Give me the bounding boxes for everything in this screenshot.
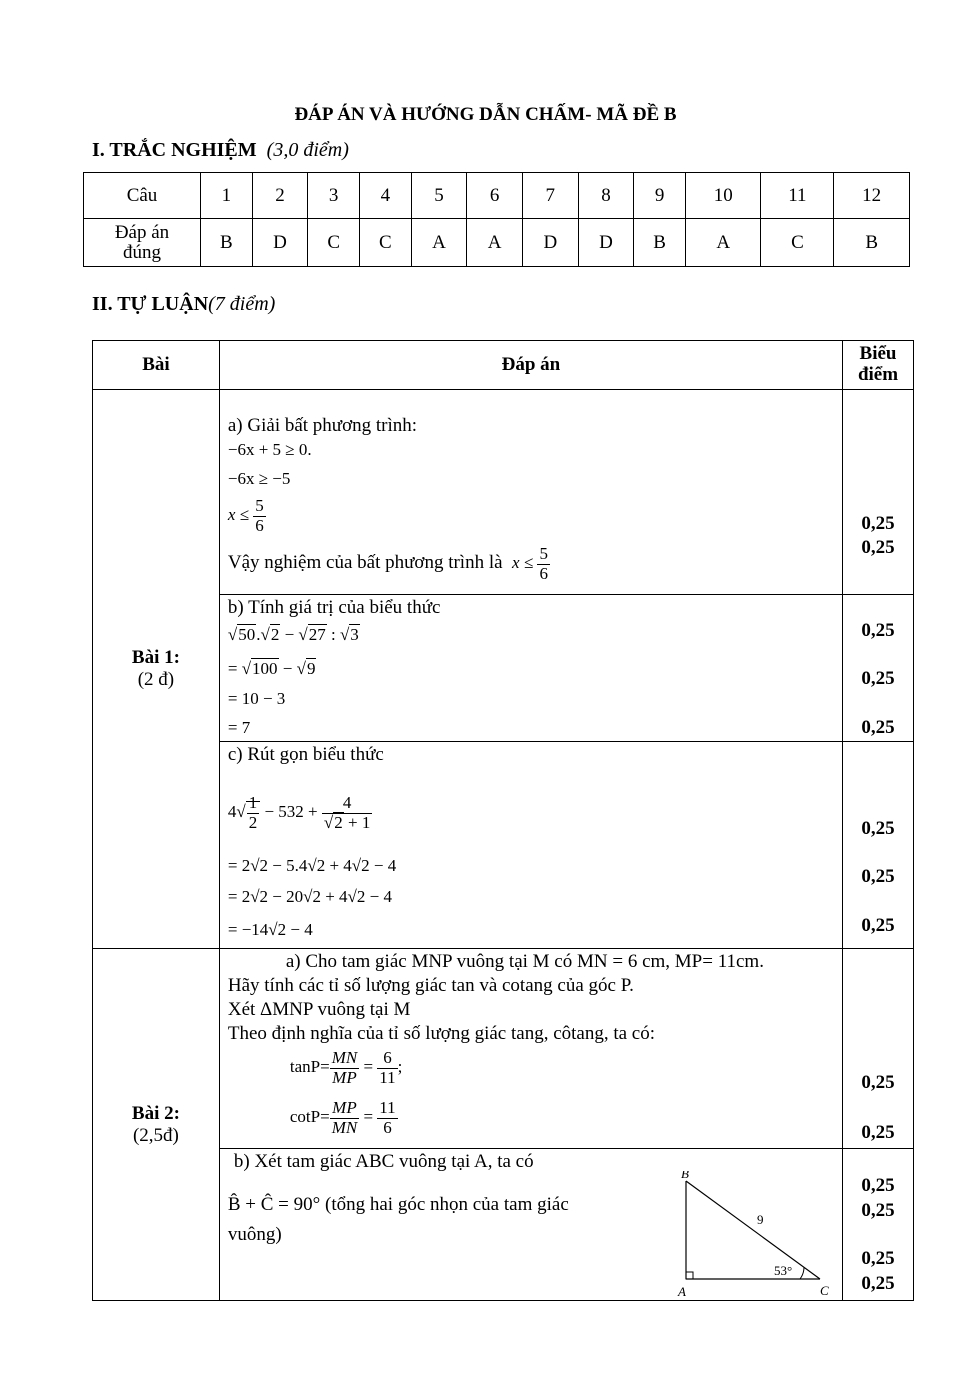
mcq-question-10: 10: [685, 173, 761, 219]
bai-2-label: Bài 2: (2,5đ): [93, 949, 220, 1301]
mcq-question-1: 1: [201, 173, 253, 219]
mcq-answer-4: C: [360, 219, 412, 267]
mcq-answer-2: D: [252, 219, 308, 267]
fig-label-c: C: [819, 1283, 829, 1298]
bai-1b-answer: b) Tính giá trị của biểu thức √50.√2 − √27 : √3 = √100 − √9 = 10 − 3 = 7: [219, 595, 842, 742]
mcq-question-7: 7: [522, 173, 578, 219]
col-dapan: Đáp án: [219, 341, 842, 390]
bai-2b-points: 0,25 0,25 0,25 0,25: [843, 1149, 914, 1301]
bai-1a-points: 0,25 0,25: [843, 390, 914, 595]
mcq-answer-label: Đáp án đúng: [84, 219, 201, 267]
mcq-question-8: 8: [578, 173, 634, 219]
mcq-answer-11: C: [761, 219, 834, 267]
mcq-row-label: Câu: [84, 173, 201, 219]
essay-answer-table: [92, 340, 914, 1301]
mcq-question-5: 5: [411, 173, 467, 219]
bai-1c-answer: c) Rút gọn biểu thức 4√ $\frac{1}{2}$ − 532 + $\frac{4}{√2 + 1}$ = 2√2 − 5.4√2 + 4√2 − 4 = 2√2 − 20√2 + 4√2 − 4 = −14√2 − 4: [219, 742, 842, 949]
mcq-answer-6: A: [467, 219, 523, 267]
bai-1a-answer: a) Giải bất phương trình: −6x + 5 ≥ 0. −6x ≥ −5 x ≤ $\frac{5}{6}$ Vậy nghiệm của bất phương trình là x ≤ $\frac{5}{6}$: [219, 390, 842, 595]
bai-2b-answer: b) Xét tam giác ABC vuông tại A, ta có B̂ + Ĉ = 90° (tổng hai góc nhọn của tam giác vuông) B A C 9 53°: [219, 1149, 842, 1301]
mcq-answer-9: B: [634, 219, 686, 267]
section-2-points: (7 điểm): [208, 293, 276, 315]
mcq-answer-12: B: [834, 219, 910, 267]
section-1-label: I. TRẮC NGHIỆM: [92, 139, 257, 161]
fig-label-b: B: [680, 1171, 689, 1181]
bai-1c-points: 0,25 0,25 0,25: [843, 742, 914, 949]
mcq-question-12: 12: [834, 173, 910, 219]
mcq-answer-8: D: [578, 219, 634, 267]
bai-1-label: Bài 1: (2 đ): [93, 390, 220, 949]
fig-side-bc: 9: [756, 1212, 764, 1227]
section-1-points: (3,0 điểm): [266, 139, 349, 161]
fig-angle-c: 53°: [773, 1263, 793, 1278]
col-bieudiem: Biểu điểm: [843, 341, 914, 390]
page-title: ĐÁP ÁN VÀ HƯỚNG DẪN CHẤM- MÃ ĐỀ B: [294, 104, 677, 125]
mcq-question-11: 11: [761, 173, 834, 219]
mcq-answer-5: A: [411, 219, 467, 267]
bai-2a-answer: a) Cho tam giác MNP vuông tại M có MN = 6 cm, MP= 11cm. Hãy tính các tỉ số lượng giác tan và cotang của góc P. Xét ΔMNP vuông tại M Theo định nghĩa của tỉ số lượng giác tang, côtang, ta có: tanP= $\frac{MN}{MP}$ = $\frac{6}{11}$ ; cotP= $\frac{MP}{MN}$ = $\frac{11}{6}$: [219, 949, 842, 1149]
mcq-answer-7: D: [522, 219, 578, 267]
mcq-answer-1: B: [201, 219, 253, 267]
bai-2a-points: 0,25 0,25: [843, 949, 914, 1149]
section-2-label: II. TỰ LUẬN: [92, 293, 209, 315]
mcq-question-3: 3: [308, 173, 360, 219]
section-1-heading: [92, 139, 349, 162]
mcq-answer-table: [83, 172, 910, 267]
mcq-question-2: 2: [252, 173, 308, 219]
section-2-heading: [92, 293, 275, 316]
bai-1b-points: 0,25 0,25 0,25: [843, 595, 914, 742]
mcq-answer-3: C: [308, 219, 360, 267]
triangle-abc-figure: [666, 1171, 836, 1299]
mcq-answer-10: A: [685, 219, 761, 267]
mcq-question-4: 4: [360, 173, 412, 219]
mcq-question-6: 6: [467, 173, 523, 219]
col-bai: Bài: [93, 341, 220, 390]
mcq-question-9: 9: [634, 173, 686, 219]
fig-label-a: A: [677, 1284, 686, 1299]
